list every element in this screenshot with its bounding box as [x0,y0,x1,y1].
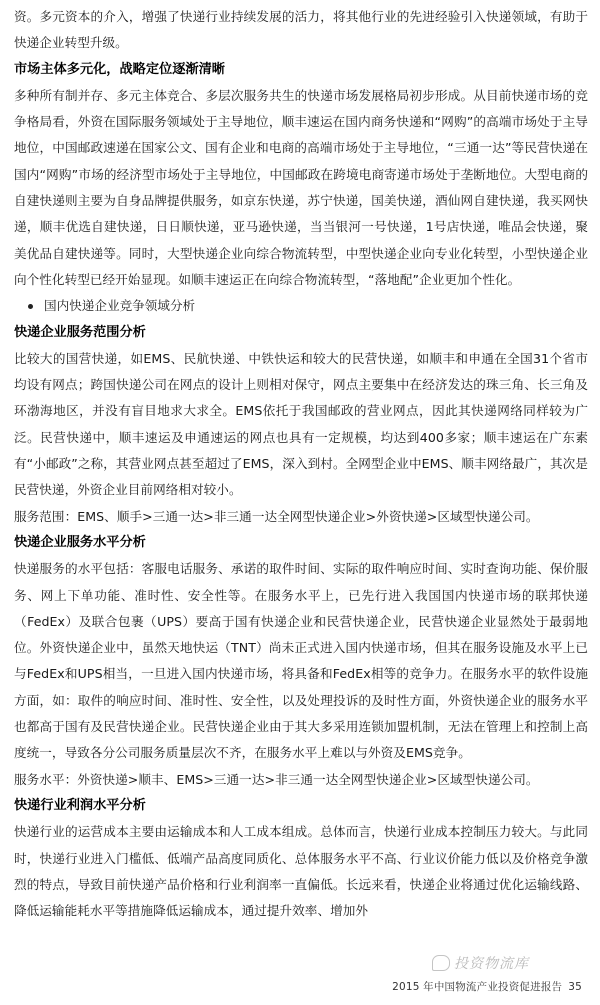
paragraph: 快递服务的水平包括：客服电话服务、承诺的取件时间、实际的取件响应时间、实时查询功能、保价服务、网上下单功能、准时性、安全性等。在服务水平上，已先行进入我国国内快递市场的联邦快递（FedEx）及联合包裹（UPS）要高于国有快递企业和民营快递企业，民营快递企业显然处于最弱地位。外资快递企业中，虽然天地快运（TNT）尚未正式进入国内快递市场，但其在服务设施及水平上已与FedEx和UPS相当，一旦进入国内快递市场，将具备和FedEx相等的竞争力。在服务水平的软件设施方面，如：取件的响应时间、准时性、安全性，以及处理投诉的及时性方面，外资快递企业的服务水平也都高于国有及民营快递企业。民营快递企业由于其大多采用连锁加盟机制，无法在管理上和控制上高度统一，导致各分公司服务质量层次不齐，在服务水平上难以与外资及EMS竞争。 [14,561,588,761]
document-page [14,4,588,924]
paragraph: 快递行业的运营成本主要由运输成本和人工成本组成。总体而言，快递行业成本控制压力较大。与此同时，快递行业进入门槛低、低端产品高度同质化、总体服务水平不高、行业议价能力低以及价格竞争激烈的特点，导致目前快递产品价格和行业利润率一直偏低。长远来看，快递企业将通过优化运输线路、降低运输能耗水平等措施降低运输成本，通过提升效率、增加外 [14,824,588,919]
section-heading: 快递企业服务范围分析 [14,324,146,340]
page-footer [392,979,582,994]
paragraph: 服务范围：EMS、顺手>三通一达>非三通一达全网型快递企业>外资快递>区域型快递公司。 [14,508,539,524]
footer-title: 2015 年中国物流产业投资促进报告 [392,981,563,993]
watermark-text: 投资物流库 [454,956,529,972]
section-heading: 快递企业服务水平分析 [14,534,146,550]
paragraph: 资。多元资本的介入，增强了快递行业持续发展的活力，将其他行业的先进经验引入快递领域，有助于快递企业转型升级。 [14,9,588,51]
paragraph: 服务水平：外资快递>顺丰、EMS>三通一达>非三通一达全网型快递企业>区域型快递公司。 [14,771,539,787]
chat-bubble-icon [432,955,450,971]
bullet-dot-icon [28,304,33,309]
section-heading: 市场主体多元化，战略定位逐渐清晰 [14,61,225,77]
page-number: 35 [568,981,582,993]
paragraph: 多种所有制并存、多元主体竞合、多层次服务共生的快递市场发展格局初步形成。从目前快递市场的竞争格局看，外资在国际服务领域处于主导地位，顺丰速运在国内商务快递和“网购”的高端市场处于主导地位，中国邮政速递在国家公文、国有企业和电商的高端市场处于主导地位，“三通一达”等民营快递在国内“网购”市场的经济型市场处于主导地位，中国邮政在跨境电商寄递市场处于垄断地位。大型电商的自建快递则主要为自身品牌提供服务，如京东快递，苏宁快递，国美快递，酒仙网自建快递，我买网快递，顺丰优选自建快递，日日顺快递，亚马逊快递，当当银河一号快递，1号店快递，唯品会快递，聚美优品自建快递等。同时，大型快递企业向综合物流转型，中型快递企业向专业化转型，小型快递企业向个性化转型已经开始显现。如顺丰速运正在向综合物流转型，“落地配”企业更加个性化。 [14,87,588,287]
bullet-item [14,293,588,319]
section-heading: 快递行业利润水平分析 [14,797,146,813]
bullet-text: 国内快递企业竞争领域分析 [44,298,196,314]
paragraph: 比较大的国营快递，如EMS、民航快递、中铁快运和较大的民营快递，如顺丰和申通在全国31个省市均设有网点；跨国快递公司在网点的设计上则相对保守，网点主要集中在经济发达的珠三角、长三角及环渤海地区，并没有盲目地求大求全。EMS依托于我国邮政的营业网点，因此其快递网络同样较为广泛。民营快递中，顺丰速运及申通速运的网点也具有一定规模，均达到400多家；顺丰速运在广东素有“小邮政”之称，其营业网点甚至超过了EMS，深入到村。全网型企业中EMS、顺丰网络最广，其次是民营快递，外资企业目前网络相对较小。 [14,350,588,498]
watermark [432,953,529,973]
